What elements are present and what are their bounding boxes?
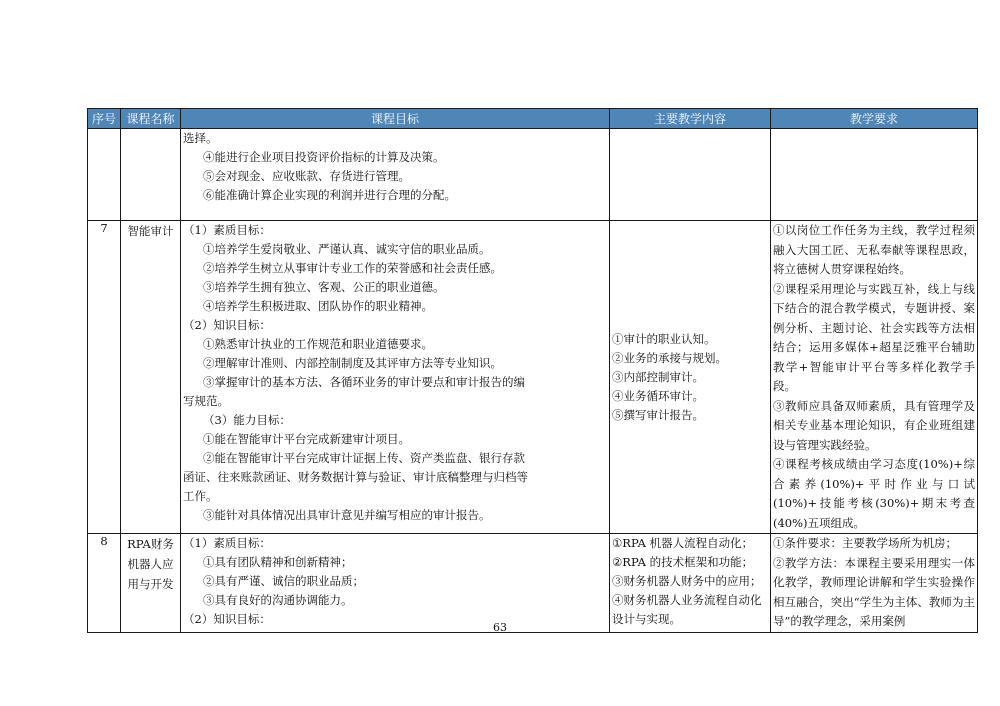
requirement-item: ①以岗位工作任务为主线，教学过程须融入大国工匠、无私奉献等课程思政，将立德树人贯穿课程始终。: [773, 223, 975, 276]
header-teaching-requirements: 教学要求: [771, 109, 978, 129]
goal-line: ③掌握审计的基本方法、各循环业务的审计要点和审计报告的编: [203, 375, 525, 389]
course-goals: [181, 221, 610, 534]
teaching-requirements: [771, 221, 978, 534]
content-line: ①审计的职业认知。: [612, 331, 716, 346]
goal-line: ③培养学生拥有独立、客观、公正的职业道德。: [203, 280, 445, 294]
teaching-requirements: [771, 129, 978, 221]
goal-line: （2）知识目标：: [183, 318, 271, 332]
curriculum-table: [87, 108, 978, 633]
goal-line: （3）能力目标：: [203, 413, 291, 427]
content-line: ③财务机器人财务中的应用；: [612, 574, 762, 588]
teaching-content: [610, 129, 771, 221]
table-row: [88, 534, 978, 633]
teaching-content: [610, 534, 771, 633]
goal-line: ④培养学生积极进取、团队协作的职业精神。: [203, 299, 433, 313]
course-name: RPA财务机器人应用与开发: [121, 534, 181, 633]
goal-line: ①培养学生爱岗敬业、严谨认真、诚实守信的职业品质。: [203, 242, 491, 256]
content-line: ①RPA 机器人流程自动化；: [612, 536, 754, 550]
goal-line: ①能在智能审计平台完成新建审计项目。: [203, 432, 410, 446]
requirement-item: ②课程采用理论与实践互补，线上与线下结合的混合教学模式，专题讲授、案例分析、主题讨论、社会实践等方法相结合；运用多媒体+超星泛雅平台辅助教学+智能审计平台等多样化教学手段。: [773, 281, 975, 393]
content-line: ③内部控制审计。: [612, 369, 704, 384]
header-seq: 序号: [88, 109, 121, 129]
page-number: 63: [493, 621, 507, 634]
teaching-content: [610, 221, 771, 534]
table-row: [88, 129, 978, 221]
table-header-row: [88, 109, 978, 129]
goal-line: ②具有严谨、诚信的职业品质；: [203, 574, 364, 588]
goal-line: ②理解审计准则、内部控制制度及其评审方法等专业知识。: [203, 356, 502, 370]
course-goals: [181, 129, 610, 221]
goal-line: 工作。: [183, 489, 218, 503]
table-row: [88, 221, 978, 534]
requirement-item: ④课程考核成绩由学习态度(10%)+综合素养(10%)+平时作业与口试(10%)+技能考核(30%)+期末考查(40%)五项组成。: [773, 457, 975, 530]
content-line: ④业务循环审计。: [612, 388, 704, 403]
content-line: ④财务机器人业务流程自动化设计与实现。: [612, 593, 762, 626]
goal-line: （1）素质目标：: [183, 536, 271, 550]
goal-line: ⑤会对现金、应收账款、存货进行管理。: [203, 169, 410, 183]
goal-line: ①具有团队精神和创新精神；: [203, 555, 353, 569]
goal-line: ②培养学生树立从事审计专业工作的荣誉感和社会责任感。: [203, 261, 502, 275]
requirement-item: ③教师应具备双师素质，具有管理学及相关专业基本理论知识，有企业班组建设与管理实践经验。: [773, 398, 975, 452]
header-course-goals: 课程目标: [181, 109, 610, 129]
row-number: 7: [88, 221, 121, 534]
goal-line: ④能进行企业项目投资评价指标的计算及决策。: [203, 150, 445, 164]
goal-line: ②能在智能审计平台完成审计证据上传、资产类监盘、银行存款: [203, 451, 525, 465]
goal-line: ③能针对具体情况出具审计意见并编写相应的审计报告。: [203, 508, 491, 522]
course-name: [121, 129, 181, 221]
header-course-name: 课程名称: [121, 109, 181, 129]
course-goals: [181, 534, 610, 633]
course-name: 智能审计: [121, 221, 181, 534]
content-line: ⑤撰写审计报告。: [612, 407, 704, 422]
goal-line: ③具有良好的沟通协调能力。: [203, 593, 353, 607]
requirement-item: ①条件要求：主要教学场所为机房；: [773, 536, 957, 550]
goal-line: （1）素质目标：: [183, 223, 271, 237]
goal-line: 选择。: [183, 131, 218, 145]
goal-line: （2）知识目标：: [183, 612, 271, 626]
goal-line: 函证、往来账款函证、财务数据计算与验证、审计底稿整理与归档等: [183, 470, 528, 484]
goal-line: 写规范。: [183, 394, 229, 408]
content-line: ②业务的承接与规划。: [612, 350, 727, 365]
content-line: ②RPA 的技术框架和功能；: [612, 555, 754, 569]
row-number: [88, 129, 121, 221]
goal-line: ⑥能准确计算企业实现的利润并进行合理的分配。: [203, 188, 456, 202]
header-teaching-content: 主要教学内容: [610, 109, 771, 129]
row-number: 8: [88, 534, 121, 633]
goal-line: ①熟悉审计执业的工作规范和职业道德要求。: [203, 337, 433, 351]
teaching-requirements: [771, 534, 978, 633]
requirement-item: ②教学方法：本课程主要采用理实一体化教学，教师理论讲解和学生实验操作相互融合，突出“学生为主体、教师为主导”的教学理念，采用案例: [773, 555, 975, 628]
